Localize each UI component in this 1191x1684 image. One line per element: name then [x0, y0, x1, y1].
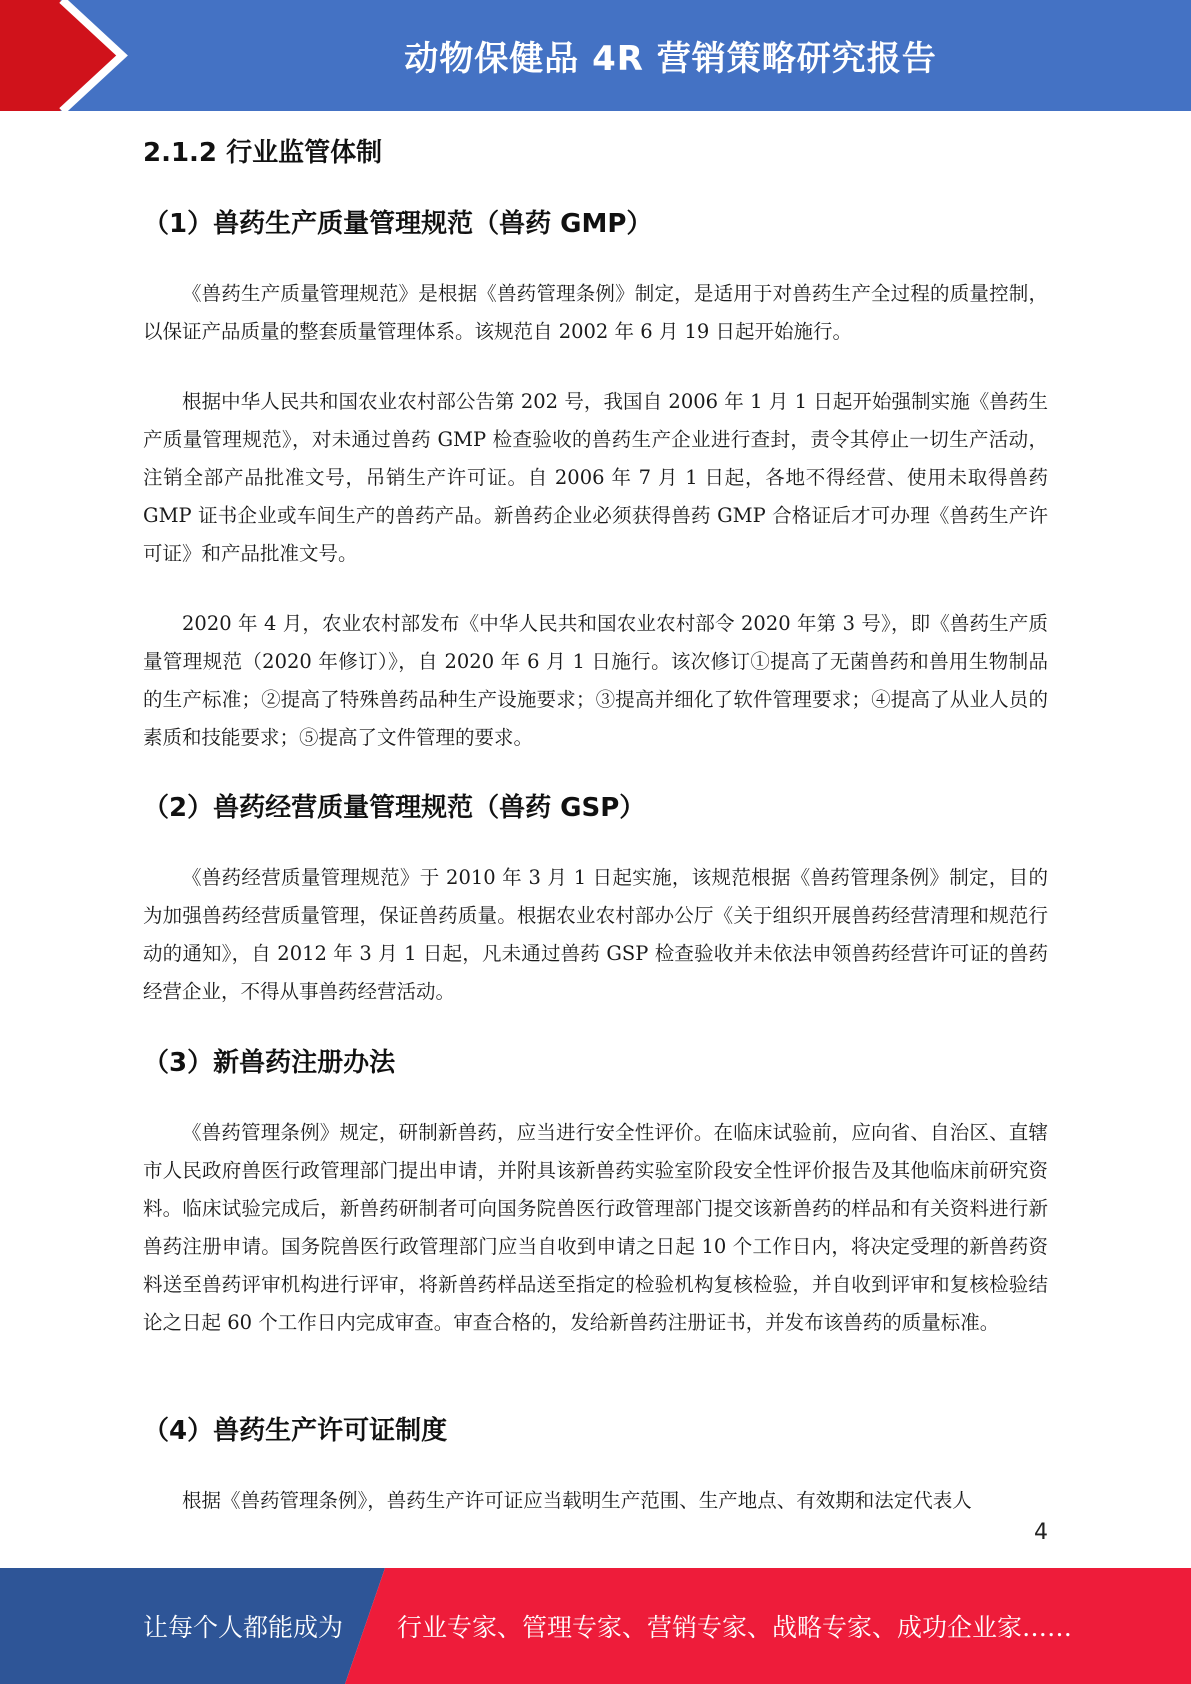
- page-header: [0, 0, 1191, 111]
- footer-slogan-right: 行业专家、管理专家、营销专家、战略专家、成功企业家……: [397, 1613, 1073, 1642]
- paragraph: 根据《兽药管理条例》，兽药生产许可证应当载明生产范围、生产地点、有效期和法定代表人: [182, 1489, 972, 1512]
- header-chevron-icon: [0, 0, 160, 111]
- paragraph: 《兽药生产质量管理规范》是根据《兽药管理条例》制定，是适用于对兽药生产全过程的质量控制，以保证产品质量的整套质量管理体系。该规范自 2002 年 6 月 19 日起开始施行。: [143, 282, 1048, 343]
- footer-slogan-left: 让每个人都能成为: [143, 1613, 344, 1642]
- header-chevron-shape: [0, 0, 118, 111]
- subsection-heading-registration: （3）新兽药注册办法: [143, 1048, 396, 1078]
- paragraph: 《兽药管理条例》规定，研制新兽药，应当进行安全性评价。在临床试验前，应向省、自治区、直辖市人民政府兽医行政管理部门提出申请，并附具该新兽药实验室阶段安全性评价报告及其他临床前研究资料。临床试验完成后，新兽药研制者可向国务院兽医行政管理部门提交该新兽药的样品和有关资料进行新兽药注册申请。国务院兽医行政管理部门应当自收到申请之日起 10 个工作日内，将决定受理的新兽药资料送至兽药评审机构进行评审，将新兽药样品送至指定的检验机构复核检验，并自收到评审和复核检验结论之日起 60 个工作日内完成审查。审查合格的，发给新兽药注册证书，并发布该兽药的质量标准。: [143, 1121, 1048, 1334]
- paragraph: 2020 年 4 月，农业农村部发布《中华人民共和国农业农村部令 2020 年第 3 号》，即《兽药生产质量管理规范（2020 年修订）》，自 2020 年 6 月 1 日施行。该次修订①提高了无菌兽药和兽用生物制品的生产标准；②提高了特殊兽药品种生产设施要求；③提高并细化了软件管理要求；④提高了从业人员的素质和技能要求；⑤提高了文件管理的要求。: [143, 612, 1048, 749]
- subsection-heading-gsp: （2）兽药经营质量管理规范（兽药 GSP）: [143, 793, 646, 823]
- paragraph: 根据中华人民共和国农业农村部公告第 202 号，我国自 2006 年 1 月 1 日起开始强制实施《兽药生产质量管理规范》，对未通过兽药 GMP 检查验收的兽药生产企业进行查封，责令其停止一切生产活动，注销全部产品批准文号，吊销生产许可证。自 2006 年 7 月 1 日起，各地不得经营、使用未取得兽药 GMP 证书企业或车间生产的兽药产品。新兽药企业必须获得兽药 GMP 合格证后才可办理《兽药生产许可证》和产品批准文号。: [143, 390, 1048, 565]
- paragraph: 《兽药经营质量管理规范》于 2010 年 3 月 1 日起实施，该规范根据《兽药管理条例》制定，目的为加强兽药经营质量管理，保证兽药质量。根据农业农村部办公厅《关于组织开展兽药经营清理和规范行动的通知》，自 2012 年 3 月 1 日起，凡未通过兽药 GSP 检查验收并未依法申领兽药经营许可证的兽药经营企业，不得从事兽药经营活动。: [143, 866, 1048, 1003]
- subsection-heading-gmp: （1）兽药生产质量管理规范（兽药 GMP）: [143, 209, 653, 239]
- subsection-heading-license: （4）兽药生产许可证制度: [143, 1416, 448, 1446]
- section-heading: 2.1.2 行业监管体制: [143, 138, 383, 168]
- report-title: 动物保健品 4R 营销策略研究报告: [404, 39, 937, 79]
- page-footer: [0, 1568, 1191, 1684]
- page-number: 4: [1034, 1520, 1048, 1545]
